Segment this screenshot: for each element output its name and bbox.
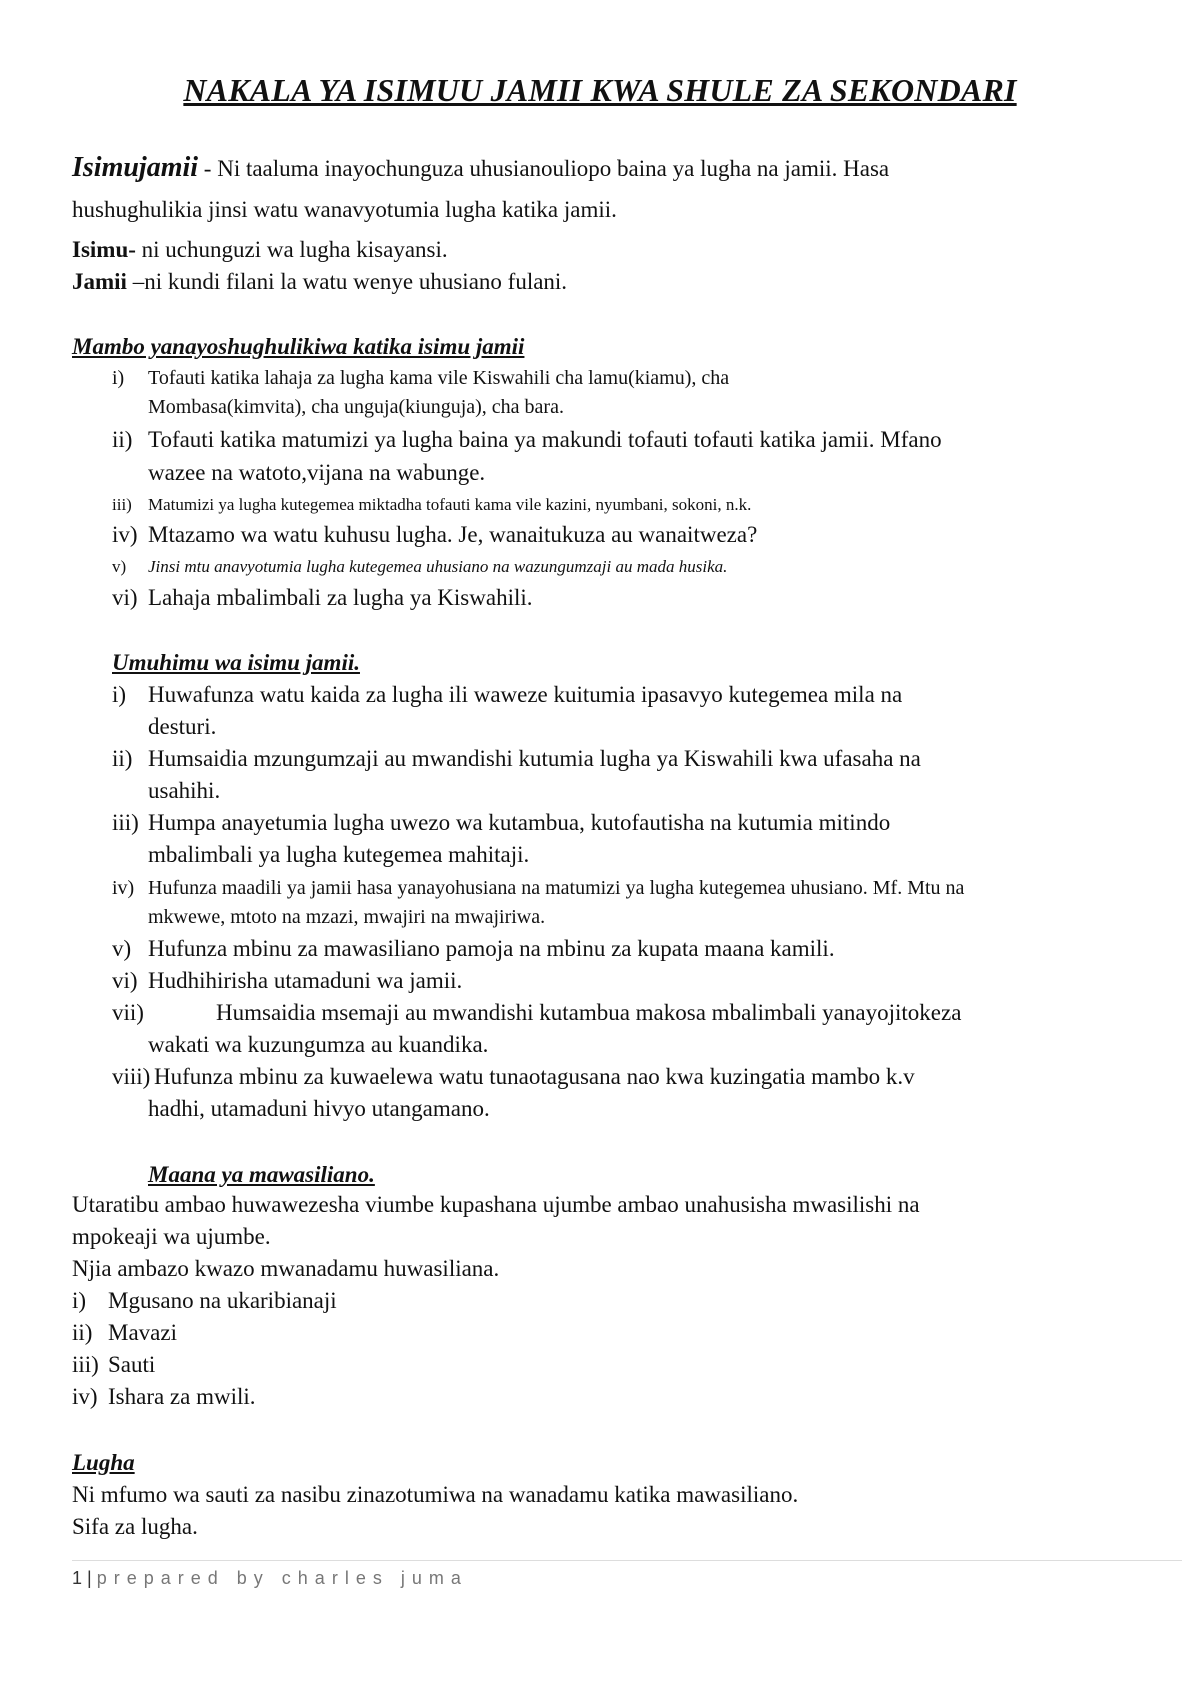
sifa-za-lugha: Sifa za lugha.: [72, 1514, 198, 1539]
mambo-item-3: iii) Matumizi ya lugha kutegemea miktadha tofauti kama vile kazini, nyumbani, sokoni, n.k.: [112, 495, 752, 514]
isimu-def-text: ni uchunguzi wa lugha kisayansi.: [135, 237, 448, 262]
mambo-item-1-cont: Mombasa(kimvita), cha unguja(kiunguja), cha bara.: [148, 396, 564, 418]
umuhimu-item-3: iii) Humpa anayetumia lugha uwezo wa kutambua, kutofautisha na kutumia mitindo: [112, 810, 891, 835]
njia-item-2: ii) Mavazi: [72, 1320, 177, 1345]
intro-definition-line-2: hushughulikia jinsi watu wanavyotumia lugha katika jamii.: [72, 197, 617, 222]
isimu-term: Isimu-: [72, 237, 136, 262]
intro-definition-line-1: [72, 153, 889, 184]
jamii-def-text: –ni kundi filani la watu wenye uhusiano fulani.: [126, 269, 568, 294]
lugha-heading: Lugha: [72, 1450, 135, 1475]
umuhimu-item-2: ii) Humsaidia mzungumzaji au mwandishi kutumia lugha ya Kiswahili kwa ufasaha na: [112, 746, 921, 771]
njia-intro: Njia ambazo kwazo mwanadamu huwasiliana.: [72, 1256, 500, 1281]
njia-item-3: iii) Sauti: [72, 1352, 156, 1377]
jamii-term: Jamii: [72, 269, 127, 294]
umuhimu-item-5: v) Hufunza mbinu za mawasiliano pamoja na mbinu za kupata maana kamili.: [112, 936, 835, 961]
mambo-item-4: iv) Mtazamo wa watu kuhusu lugha. Je, wanaitukuza au wanaitweza?: [112, 522, 758, 547]
umuhimu-item-4: iv) Hufunza maadili ya jamii hasa yanayohusiana na matumizi ya lugha kutegemea uhusiano. Mf. Mtu na: [112, 877, 965, 899]
mawasiliano-definition-line-1: Utaratibu ambao huwawezesha viumbe kupashana ujumbe ambao unahusisha mwasilishi na: [72, 1192, 920, 1217]
footer-separator: |: [87, 1568, 92, 1588]
mambo-item-1: i) Tofauti katika lahaja za lugha kama vile Kiswahili cha lamu(kiamu), cha: [112, 367, 730, 389]
document-title: NAKALA YA ISIMUU JAMII KWA SHULE ZA SEKONDARI: [183, 72, 1017, 108]
umuhimu-item-6: vi) Hudhihirisha utamaduni wa jamii.: [112, 968, 463, 993]
isimujamii-term: Isimujamii: [72, 152, 199, 183]
umuhimu-item-8: viii) Hufunza mbinu za kuwaelewa watu tunaotagusana nao kwa kuzingatia mambo k.v: [112, 1064, 915, 1089]
umuhimu-item-1: i) Huwafunza watu kaida za lugha ili waweze kuitumia ipasavyo kutegemea mila na: [112, 682, 903, 707]
prepared-by-text: prepared by charles juma: [96, 1568, 468, 1588]
lugha-definition: Ni mfumo wa sauti za nasibu zinazotumiwa na wanadamu katika mawasiliano.: [72, 1482, 799, 1507]
njia-item-4: iv) Ishara za mwili.: [72, 1384, 256, 1409]
isimu-definition: [72, 235, 448, 265]
umuhimu-item-4-cont: mkwewe, mtoto na mzazi, mwajiri na mwajiriwa.: [148, 906, 546, 928]
mambo-item-5: v) Jinsi mtu anavyotumia lugha kutegemea uhusiano na wazungumzaji au mada husika.: [112, 557, 728, 576]
mawasiliano-definition-line-2: mpokeaji wa ujumbe.: [72, 1224, 271, 1249]
mambo-item-2-cont: wazee na watoto,vijana na wabunge.: [148, 460, 486, 485]
mambo-heading: Mambo yanayoshughulikiwa katika isimu jamii: [72, 334, 525, 359]
njia-item-1: i) Mgusano na ukaribianaji: [72, 1288, 337, 1313]
page-footer: [72, 1568, 468, 1589]
page-number: 1: [72, 1568, 83, 1588]
footer-divider: [72, 1560, 1182, 1561]
umuhimu-item-7-cont: wakati wa kuzungumza au kuandika.: [148, 1032, 489, 1057]
umuhimu-item-3-cont: mbalimbali ya lugha kutegemea mahitaji.: [148, 842, 530, 867]
jamii-definition: [72, 267, 567, 297]
mambo-item-2: ii) Tofauti katika matumizi ya lugha baina ya makundi tofauti tofauti katika jamii. Mfano: [112, 427, 942, 452]
isimujamii-definition: - Ni taaluma inayochunguza uhusianouliopo baina ya lugha na jamii. Hasa: [198, 156, 890, 181]
mawasiliano-heading: Maana ya mawasiliano.: [148, 1162, 375, 1187]
umuhimu-item-2-cont: usahihi.: [148, 778, 221, 803]
umuhimu-item-8-cont: hadhi, utamaduni hivyo utangamano.: [148, 1096, 490, 1121]
umuhimu-item-1-cont: desturi.: [148, 714, 217, 739]
umuhimu-heading: Umuhimu wa isimu jamii.: [112, 650, 360, 675]
umuhimu-item-7: vii) Humsaidia msemaji au mwandishi kutambua makosa mbalimbali yanayojitokeza: [112, 1000, 962, 1025]
mambo-item-6: vi) Lahaja mbalimbali za lugha ya Kiswahili.: [112, 585, 533, 610]
